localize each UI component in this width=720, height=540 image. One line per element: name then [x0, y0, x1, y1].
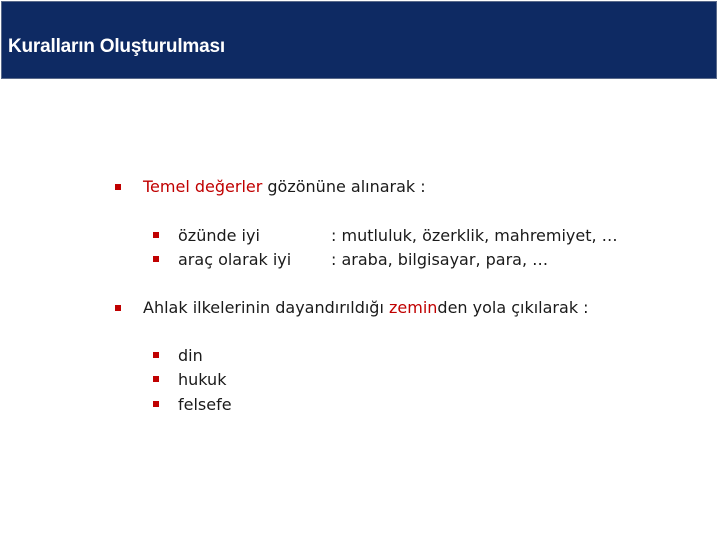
title-bar	[1, 1, 717, 79]
bullet-1-text	[143, 177, 426, 197]
bullet-marker-2	[115, 305, 121, 311]
sub-bullet-marker-2-3	[153, 401, 159, 407]
bullet-2-text	[143, 298, 589, 318]
sub-bullet-1-2-value: : araba, bilgisayar, para, …	[331, 250, 549, 269]
bullet-2-part3: den yola çıkılarak :	[437, 298, 589, 317]
bullet-2-part1: Ahlak ilkelerinin dayandırıldığı	[143, 298, 389, 317]
sub-bullet-marker-1-1	[153, 232, 159, 238]
sub-bullet-2-2: hukuk	[178, 370, 227, 389]
sub-bullet-1-2-label: araç olarak iyi	[178, 250, 292, 269]
bullet-marker-1	[115, 184, 121, 190]
bullet-1-rest: gözönüne alınarak :	[262, 177, 426, 196]
sub-bullet-1-1-label: özünde iyi	[178, 226, 260, 245]
sub-bullet-2-3: felsefe	[178, 395, 232, 414]
sub-bullet-marker-1-2	[153, 256, 159, 262]
sub-bullet-2-1: din	[178, 346, 203, 365]
slide-title: Kuralların Oluşturulması	[8, 36, 225, 57]
sub-bullet-1-1-value: : mutluluk, özerklik, mahremiyet, …	[331, 226, 618, 245]
sub-bullet-marker-2-2	[153, 376, 159, 382]
bullet-1-highlight: Temel değerler	[143, 177, 263, 196]
bullet-2-highlight: zemin	[388, 298, 438, 317]
sub-bullet-marker-2-1	[153, 352, 159, 358]
